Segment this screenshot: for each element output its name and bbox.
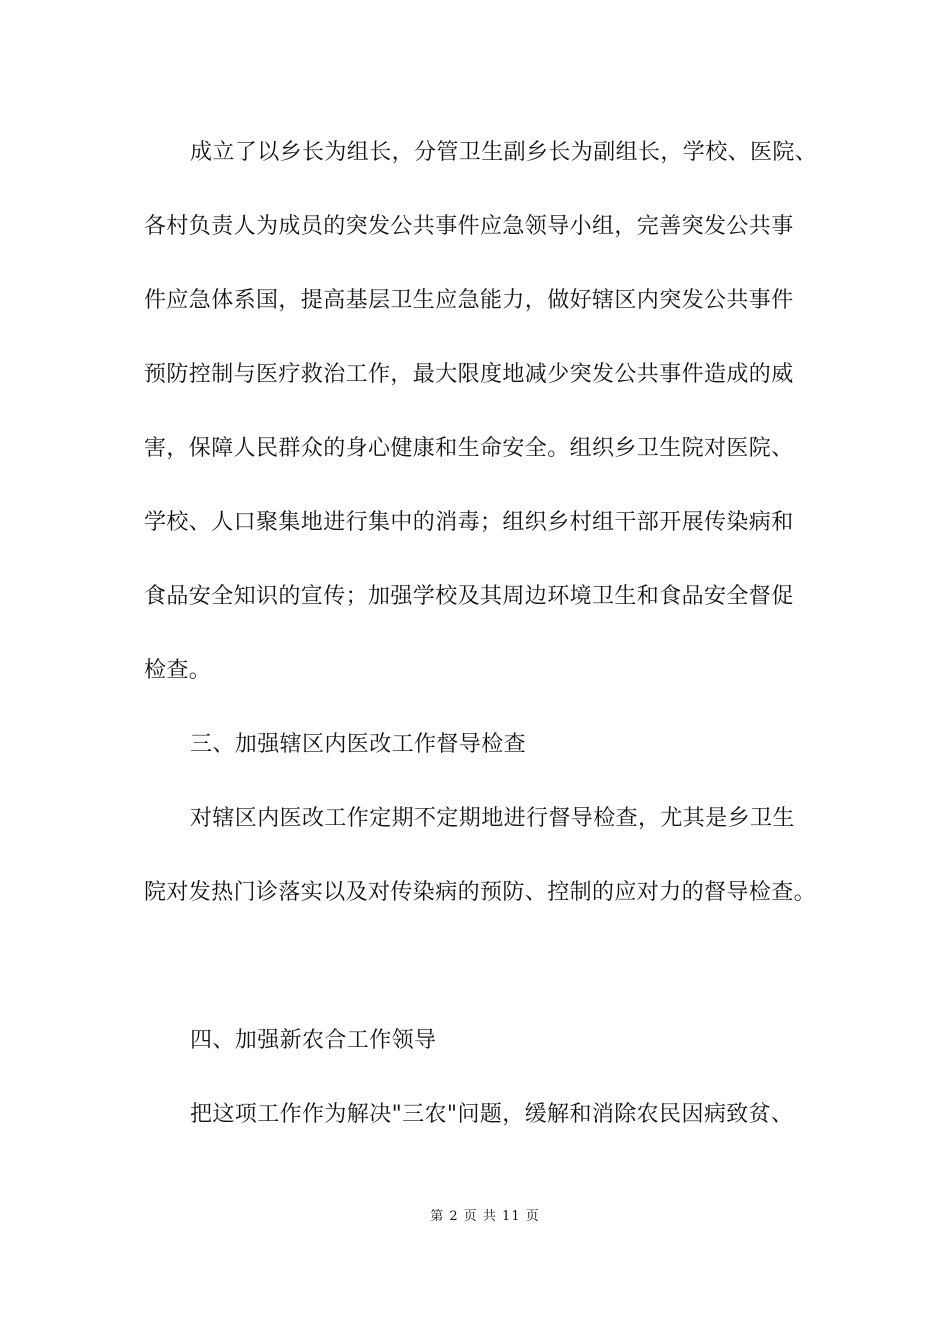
paragraph-line: 害，保障人民群众的身心健康和生命安全。组织乡卫生院对医院、 — [144, 436, 794, 461]
paragraph-line: 把这项工作作为解决"三农"问题，缓解和消除农民因病致贫、 — [190, 1102, 794, 1127]
paragraph-line: 食品安全知识的宣传；加强学校及其周边环境卫生和食品安全督促 — [144, 584, 794, 609]
paragraph-line: 各村负责人为成员的突发公共事件应急领导小组，完善突发公共事 — [144, 214, 794, 239]
page-number-footer: 第 2 页 共 11 页 — [430, 1209, 540, 1224]
paragraph-line: 检查。 — [144, 658, 212, 683]
paragraph-line: 成立了以乡长为组长，分管卫生副乡长为副组长，学校、医院、 — [190, 140, 818, 165]
paragraph-line: 预防控制与医疗救治工作，最大限度地减少突发公共事件造成的威 — [144, 362, 794, 387]
section-heading: 四、加强新农合工作领导 — [190, 1028, 437, 1053]
paragraph-line: 件应急体系国，提高基层卫生应急能力，做好辖区内突发公共事件 — [144, 288, 794, 313]
section-heading: 三、加强辖区内医改工作督导检查 — [190, 732, 527, 757]
paragraph-line: 学校、人口聚集地进行集中的消毒；组织乡村组干部开展传染病和 — [144, 510, 794, 535]
paragraph-line: 院对发热门诊落实以及对传染病的预防、控制的应对力的督导检查。 — [144, 880, 817, 905]
paragraph-line: 对辖区内医改工作定期不定期地进行督导检查，尤其是乡卫生 — [190, 806, 795, 831]
